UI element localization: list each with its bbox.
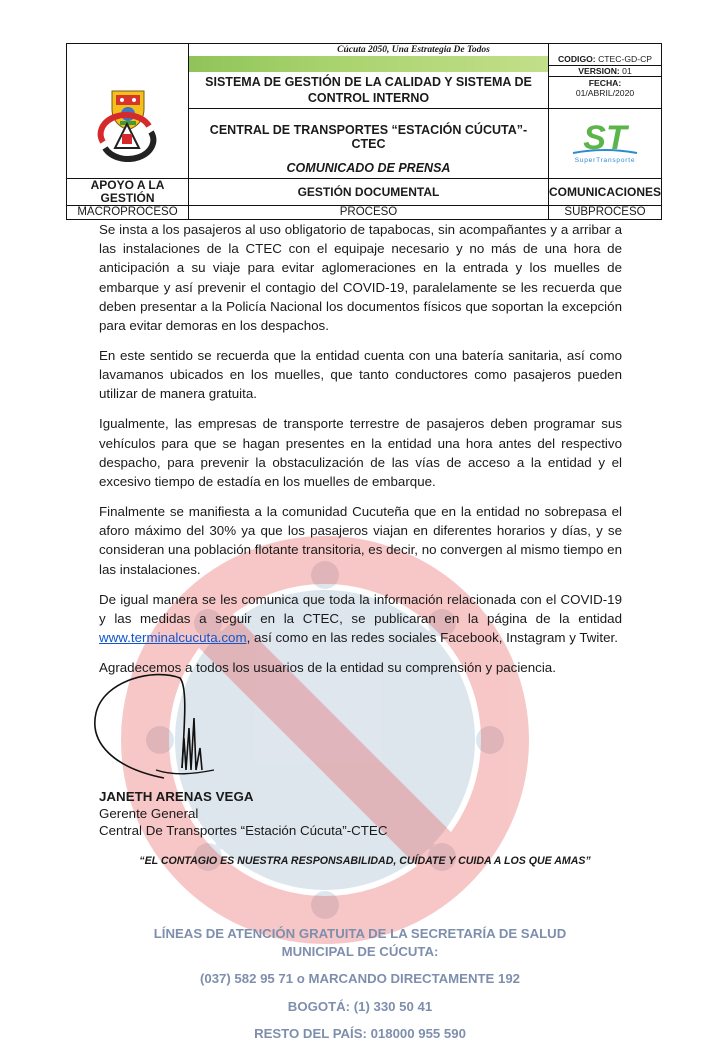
paragraph-1: Se insta a los pasajeros al uso obligatorio de tapabocas, sin acompañantes y a arribar a las instalaciones de la CTEC con el equipaje necesario y no más de una hora de anticipación a su viaje para evitar aglomeraciones en la entrada y los muelles de embarque y así prevenir el contagio del COVID-19, paralelamente se les recuerda que deben presentar a la Policía Nacional los documentos físicos que soportan la excepción para evitar demoras en los despachos. xyxy=(99,222,622,334)
paragraph-2: En este sentido se recuerda que la entidad cuenta con una batería sanitaria, así como lavamanos ubicados en los muelles, que tanto conductores como pasajeros pueden utilizar de manera gratuita. xyxy=(99,348,622,402)
header-green-bar xyxy=(189,56,548,72)
document-type: COMUNICADO DE PRENSA xyxy=(286,161,451,175)
health-hotlines xyxy=(0,925,720,1043)
supertransporte-logo-text: SuperTransporte xyxy=(574,157,636,164)
website-link[interactable]: www.terminalcucuta.com xyxy=(99,630,247,646)
header-slogan: Cúcuta 2050, Una Estrategia De Todos xyxy=(337,45,490,55)
ctec-logo-icon xyxy=(93,112,161,162)
supertransporte-logo-letters: ST xyxy=(583,119,627,157)
signer-role: Gerente General xyxy=(99,806,199,821)
hotline-bogota: BOGOTÁ: (1) 330 50 41 xyxy=(287,998,433,1014)
hotline-title-1: LÍNEAS DE ATENCIÓN GRATUITA DE LA SECRETARÍA DE SALUD xyxy=(153,926,567,941)
signer-block xyxy=(99,788,387,839)
campaign-motto: “EL CONTAGIO ES NUESTRA RESPONSABILIDAD, CUÍDATE Y CUIDA A LOS QUE AMAS” xyxy=(139,855,591,867)
paragraph-4: Finalmente se manifiesta a la comunidad Cucuteña que en la entidad no sobrepasa el aforo máximo del 30% ya que los pasajeros viajan en diferentes horarios y días, y se consideran una población flotante transitoria, es decir, no convergen al mismo tiempo en las instalaciones. xyxy=(99,504,622,577)
supertransporte-logo-icon xyxy=(567,117,643,165)
date-value: 01/ABRIL/2020 xyxy=(575,88,635,98)
supertransporte-logo-cell xyxy=(548,109,661,179)
area-comunicaciones: COMUNICACIONES xyxy=(548,179,661,206)
paragraph-5-start: De igual manera se les comunica que toda la información relacionada con el COVID-19 y las medidas a seguir en la CTEC, se publicaran en la página de la entidad xyxy=(99,591,622,626)
hotline-national: RESTO DEL PAÍS: 018000 955 590 xyxy=(254,1026,466,1041)
signer-name: JANETH ARENAS VEGA xyxy=(99,789,254,804)
type-proceso: PROCESO xyxy=(189,206,549,220)
type-subproceso: SUBPROCESO xyxy=(548,206,661,220)
handwritten-signature xyxy=(84,658,234,788)
code-label: CODIGO: xyxy=(557,54,596,64)
paragraph-6: Agradecemos a todos los usuarios de la entidad su comprensión y paciencia. xyxy=(99,660,556,676)
paragraph-5-end: , así como en las redes sociales Facebook, Instagram y Twiter. xyxy=(246,630,618,646)
hotline-local: (037) 582 95 71 o MARCANDO DIRECTAMENTE 192 xyxy=(199,971,520,986)
date-label: FECHA: xyxy=(588,78,622,88)
document-code-box xyxy=(548,44,661,109)
version-label: VERSION: xyxy=(578,66,620,76)
hotline-title-2: MUNICIPAL DE CÚCUTA: xyxy=(281,943,439,959)
area-gestion-documental: GESTIÓN DOCUMENTAL xyxy=(189,179,549,206)
system-title: SISTEMA DE GESTIÓN DE LA CALIDAD Y SISTEMA DE CONTROL INTERNO xyxy=(205,75,532,105)
version-value: 01 xyxy=(622,66,632,76)
paragraph-3: Igualmente, las empresas de transporte terrestre de pasajeros deben programar sus vehículos para que se hagan presentes en la entidad una hora antes del respectivo despacho, para prevenir la obstaculización de las vías de acceso a la entidad y el excesivo tiempo de estadía en los muelles de embarque. xyxy=(99,416,622,490)
area-apoyo: APOYO A LA GESTIÓN xyxy=(67,179,189,206)
code-value: CTEC-GD-CP xyxy=(598,54,653,64)
type-macroproceso: MACROPROCESO xyxy=(67,206,189,220)
entity-title: CENTRAL DE TRANSPORTES “ESTACIÓN CÚCUTA”-CTEC xyxy=(209,123,528,151)
press-release-body xyxy=(99,220,622,688)
signer-entity: Central De Transportes “Estación Cúcuta”-CTEC xyxy=(99,823,388,838)
paragraph-5 xyxy=(99,590,622,648)
